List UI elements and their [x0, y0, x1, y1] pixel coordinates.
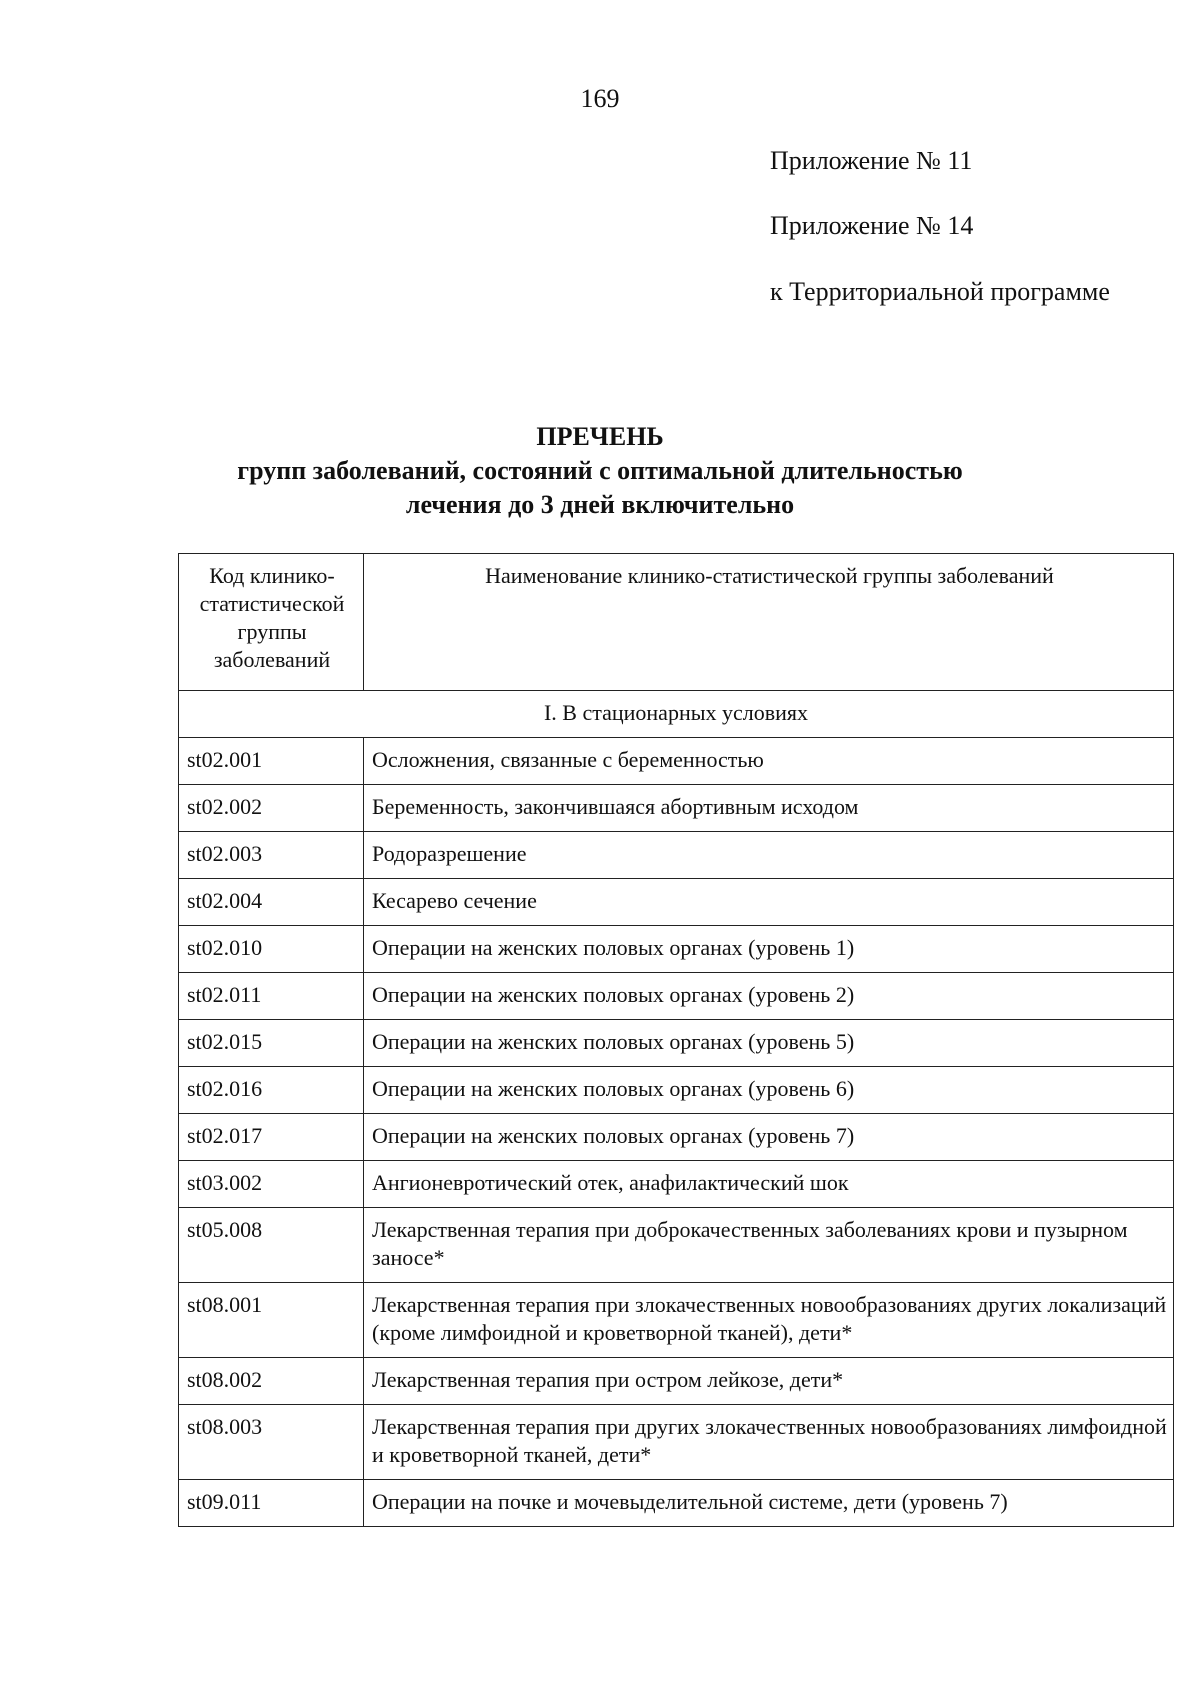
group-name-cell: Операции на женских половых органах (уровень 1) [364, 926, 1174, 973]
group-code-cell: st02.002 [179, 785, 364, 832]
group-name-cell: Ангионевротический отек, анафилактический шок [364, 1161, 1174, 1208]
table-row [179, 926, 1174, 973]
table-header-row [179, 554, 1174, 691]
table-row [179, 879, 1174, 926]
header-name-cell: Наименование клинико-статистической группы заболеваний [364, 554, 1174, 691]
group-code-cell: st02.010 [179, 926, 364, 973]
table-row [179, 785, 1174, 832]
table-row [179, 832, 1174, 879]
header-code-line: Код клинико- [209, 563, 335, 588]
title-line-2: групп заболеваний, состояний с оптимальной длительностью [237, 456, 963, 485]
annex-line-1: Приложение № 11 [770, 146, 973, 175]
group-code-cell: st02.004 [179, 879, 364, 926]
group-code-cell: st02.011 [179, 973, 364, 1020]
group-name-cell: Операции на женских половых органах (уровень 5) [364, 1020, 1174, 1067]
section-title: I. В стационарных условиях [179, 691, 1174, 738]
table-row [179, 1067, 1174, 1114]
group-name-cell: Лекарственная терапия при доброкачественных заболеваниях крови и пузырном заносе* [364, 1208, 1174, 1283]
table-row [179, 1480, 1174, 1527]
group-name-cell: Операции на женских половых органах (уровень 6) [364, 1067, 1174, 1114]
table-row [179, 1405, 1174, 1480]
group-code-cell: st02.017 [179, 1114, 364, 1161]
group-name-cell: Операции на женских половых органах (уровень 2) [364, 973, 1174, 1020]
group-name-cell: Беременность, закончившаяся абортивным исходом [364, 785, 1174, 832]
group-code-cell: st02.015 [179, 1020, 364, 1067]
group-name-cell: Родоразрешение [364, 832, 1174, 879]
header-code-line: группы [237, 619, 307, 644]
group-name-cell: Осложнения, связанные с беременностью [364, 738, 1174, 785]
table-row [179, 1161, 1174, 1208]
group-name-cell: Лекарственная терапия при злокачественных новообразованиях других локализаций (кроме лимфоидной и кроветворной тканей), дети* [364, 1283, 1174, 1358]
table-row [179, 738, 1174, 785]
group-name-cell: Лекарственная терапия при других злокачественных новообразованиях лимфоидной и кроветворной тканей, дети* [364, 1405, 1174, 1480]
group-code-cell: st02.003 [179, 832, 364, 879]
section-row [179, 691, 1174, 738]
group-name-cell: Лекарственная терапия при остром лейкозе, дети* [364, 1358, 1174, 1405]
group-code-cell: st09.011 [179, 1480, 364, 1527]
table-row [179, 1114, 1174, 1161]
group-code-cell: st03.002 [179, 1161, 364, 1208]
header-code-line: заболеваний [213, 647, 331, 672]
table-row [179, 1208, 1174, 1283]
disease-groups-table [178, 553, 1174, 1527]
group-code-cell: st08.003 [179, 1405, 364, 1480]
group-code-cell: st08.001 [179, 1283, 364, 1358]
group-code-cell: st02.016 [179, 1067, 364, 1114]
group-name-cell: Операции на женских половых органах (уровень 7) [364, 1114, 1174, 1161]
annex-line-2: Приложение № 14 [770, 211, 974, 240]
group-name-cell: Кесарево сечение [364, 879, 1174, 926]
group-code-cell: st02.001 [179, 738, 364, 785]
group-code-cell: st05.008 [179, 1208, 364, 1283]
table-row [179, 1283, 1174, 1358]
group-code-cell: st08.002 [179, 1358, 364, 1405]
title-line-3: лечения до 3 дней включительно [405, 490, 795, 519]
annex-line-3: к Территориальной программе [770, 277, 1110, 306]
document-title [0, 420, 1200, 522]
title-line-1: ПРЕЧЕНЬ [536, 422, 664, 451]
page-number: 169 [580, 84, 620, 113]
table-row [179, 1020, 1174, 1067]
header-code-line: статистической [199, 591, 345, 616]
header-code-cell [179, 554, 364, 691]
group-name-cell: Операции на почке и мочевыделительной системе, дети (уровень 7) [364, 1480, 1174, 1527]
table-row [179, 1358, 1174, 1405]
table-row [179, 973, 1174, 1020]
